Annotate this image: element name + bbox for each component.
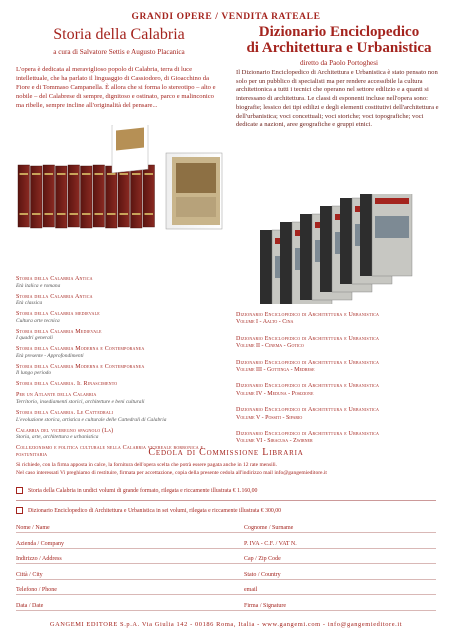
volume-subtitle: Età classica [16,300,43,307]
right-description: Il Dizionario Enciclopedico di Architettura e Urbanistica è stato pensato non solo per un pubblico di specialisti ma per rendere accessibile la cultura architettonica a tutti i tecnici che operano nel settore edilizio e a quanti si interessano di architettura. Le classi di esponenti incluse nell'opera sono: biografie; lessico dei tipi edilizi e degli elementi costitutivi dell'architettura e dell'urbanistica; voci concettuali; voci storiche; voci topografiche; voci dedicate a nazioni, aree geografiche e gruppi etnici. [236,69,439,129]
calabria-volume-item [16,329,231,342]
option-dictionary-checkbox[interactable] [16,507,23,514]
dictionary-volume-item [236,407,442,422]
option-calabria-checkbox[interactable] [16,487,23,494]
form-field-label: Firma / Signature [244,602,286,609]
volume-subtitle: I quadri generali [16,335,53,342]
form-field-row[interactable] [16,566,436,580]
option-dictionary-label: Dizionario Enciclopedico di Architettura e Urbanistica in sei volumi, rilegata e riccamente illustrata € 300,00 [28,507,282,514]
dictionary-volume-item [236,431,442,446]
option-calabria-label: Storia della Calabria in undici volumi di grande formato, rilegata e riccamente illustrata € 1.160,00 [28,487,258,494]
volume-subtitle: Età italica e romana [16,282,61,289]
volume-subtitle: Volume I - Aalto - Cina [236,319,294,326]
book-spine [18,165,30,227]
volume-subtitle: Territorio, insediamenti storici, architetture e beni culturali [16,399,145,406]
volume-title: Storia della Calabria. Il Rinascimento [16,381,118,388]
left-column [16,26,222,110]
calabria-volume-item [16,276,231,289]
book-spine [143,165,155,227]
dictionary-volume-item [236,336,442,351]
book-spine [68,165,80,227]
form-field-label: Telefono / Phone [16,587,57,593]
volume-title: Dizionario Enciclopedico di Architettura e Urbanistica [236,312,380,318]
calabria-volume-item [16,311,231,324]
calabria-volume-item [16,428,231,441]
form-field-row[interactable] [16,581,436,595]
dictionary-volumes [260,194,412,304]
form-field-label: Data / Date [16,602,44,609]
volume-title: Per un Atlante della Calabria [16,392,97,399]
form-field-line[interactable] [16,532,436,533]
order-form-intro-line2: Nel caso interessati Vi preghiamo di restituire, firmata per accettazione, copia della presente cedola all'indirizzo mail info@gangemieditore.it [16,470,327,476]
volume-subtitle: Cultura arte tecnica [16,317,60,324]
calabria-volume-item [16,381,231,388]
calabria-volume-list [16,276,231,463]
form-field-label: Azienda / Company [16,540,64,547]
book-spine [31,166,43,228]
calabria-volume-item [16,410,231,423]
publisher-footer: GANGEMI EDITORE S.p.A. Via Giulia 142 - 00186 Roma, Italia - www.gangemi.com - info@gangemieditore.it [49,621,403,628]
volume-subtitle: Volume V - Possiti - Sipario [236,414,303,421]
volume-title: Dizionario Enciclopedico di Architettura e Urbanistica [236,359,380,366]
left-description: L'opera è dedicata al meraviglioso popolo di Calabria, terra di luce intellettuale, che ha parlato il linguaggio di Cassiodoro, di Gioacchino da Fiore e di Tommaso Campanella. È allora che si forma lo stereotipo – alto e nobile – del Calabrese di sempre, dignitoso e ostinato, parco e malinconico ma ribelle, sempre incline all'originalità del pensare... [16,66,216,109]
volume-subtitle: Età presente - Approfondimenti [16,352,84,359]
volume-title: Storia della Calabria. Le Cattedrali [16,410,114,417]
form-field-row[interactable] [16,519,436,533]
volume-subtitle: Volume VI - Siracusa - Zwirner [236,438,313,445]
volume-title: Storia della Calabria Moderna e Contemporanea [16,346,145,353]
form-field-line[interactable] [16,579,436,580]
calabria-volume-item [16,392,231,405]
option-dictionary-row[interactable] [16,507,436,514]
book-spine [118,165,130,227]
volume-title: Storia della Calabria Antica [16,276,93,282]
book-spine [131,166,143,228]
page-header: GRANDI OPERE / VENDITA RATEALE [131,12,321,22]
option-calabria-row[interactable] [16,487,436,494]
book-spine [93,165,105,227]
order-form-intro [16,461,436,477]
left-title: Storia della Calabria [53,26,185,43]
dictionary-volume-list [236,312,442,455]
dictionary-volume-item [236,312,442,327]
dictionary-volume [360,194,412,276]
right-title-line1: Dizionario Enciclopedico [258,24,420,40]
form-field-line[interactable] [16,610,436,611]
calabria-volume-item [16,294,231,307]
dictionary-volume-item [236,360,442,375]
book-spine [56,166,68,228]
order-form-title: Cedola di Commissione Libraria [148,447,304,458]
volume-subtitle: Volume II - Cinema - Gotico [236,343,304,350]
form-field-row[interactable] [16,550,436,564]
volume-subtitle: Volume III - Gottinga - Medrese [236,367,315,374]
form-field-label: Città / City [16,571,43,578]
book-spine [106,166,118,228]
right-title-line2: di Architettura e Urbanistica [246,39,432,56]
calabria-volume-item [16,346,231,359]
volume-subtitle: L'evoluzione storica, artistica e culturale delle Cattedrali di Calabria [16,416,167,423]
book-set-illustration [16,125,230,235]
volume-title: Storia della Calabria Antica [16,293,93,300]
dictionary-volume-item [236,383,442,398]
book-spine [81,166,93,228]
volume-title: Dizionario Enciclopedico di Architettura e Urbanistica [236,407,380,414]
volume-title: Dizionario Enciclopedico di Architettura e Urbanistica [236,431,380,438]
form-field-label: email [244,587,258,593]
form-field-row[interactable] [16,597,436,611]
divider [16,500,436,501]
volume-title: Calabria del viceregno spagnolo (La) [16,427,114,434]
volume-subtitle: Volume IV - Meduna - Posizione [236,390,314,397]
right-title [236,25,442,56]
form-field-row[interactable] [16,535,436,549]
form-field-label: Stato / Country [244,571,281,578]
left-subtitle: a cura di Salvatore Settis e Augusto Placanica [53,48,185,56]
volume-title: Collezionismo e politica culturale nella Calabria vicereale borbonica e postunitaria [16,445,204,458]
volume-subtitle: Storia, arte, architettura e urbanistica [16,434,99,441]
calabria-volume-item [16,364,231,377]
form-field-label: Cap / Zip Code [244,556,281,562]
volume-subtitle: Il lungo periodo [16,370,52,377]
volume-title: Storia della Calabria Moderna e Contemporanea [16,363,145,370]
form-field-line[interactable] [16,563,436,564]
form-field-label: Indirizzo / Address [16,556,62,562]
volume-title: Storia della Calabria medievale [16,311,100,318]
volume-title: Storia della Calabria Medievale [16,328,102,335]
dictionary-set-illustration [236,194,442,304]
right-column [236,26,442,130]
form-field-label: P. IVA - C.F. / VAT N. [244,540,297,547]
volume-title: Dizionario Enciclopedico di Architettura e Urbanistica [236,335,380,342]
volume-title: Dizionario Enciclopedico di Architettura e Urbanistica [236,383,380,390]
right-subtitle: diretto da Paolo Portoghesi [299,59,379,67]
form-field-label: Nome / Name [16,525,50,531]
order-form-intro-line1: Si richiede, con la firma apposta in calce, la fornitura dell'opera scelta che potrà essere pagata anche in 12 rate mensili. [16,462,278,468]
form-field-line[interactable] [16,548,436,549]
book-spine [43,165,55,227]
form-field-line[interactable] [16,594,436,595]
form-field-label: Cognome / Surname [244,525,294,531]
